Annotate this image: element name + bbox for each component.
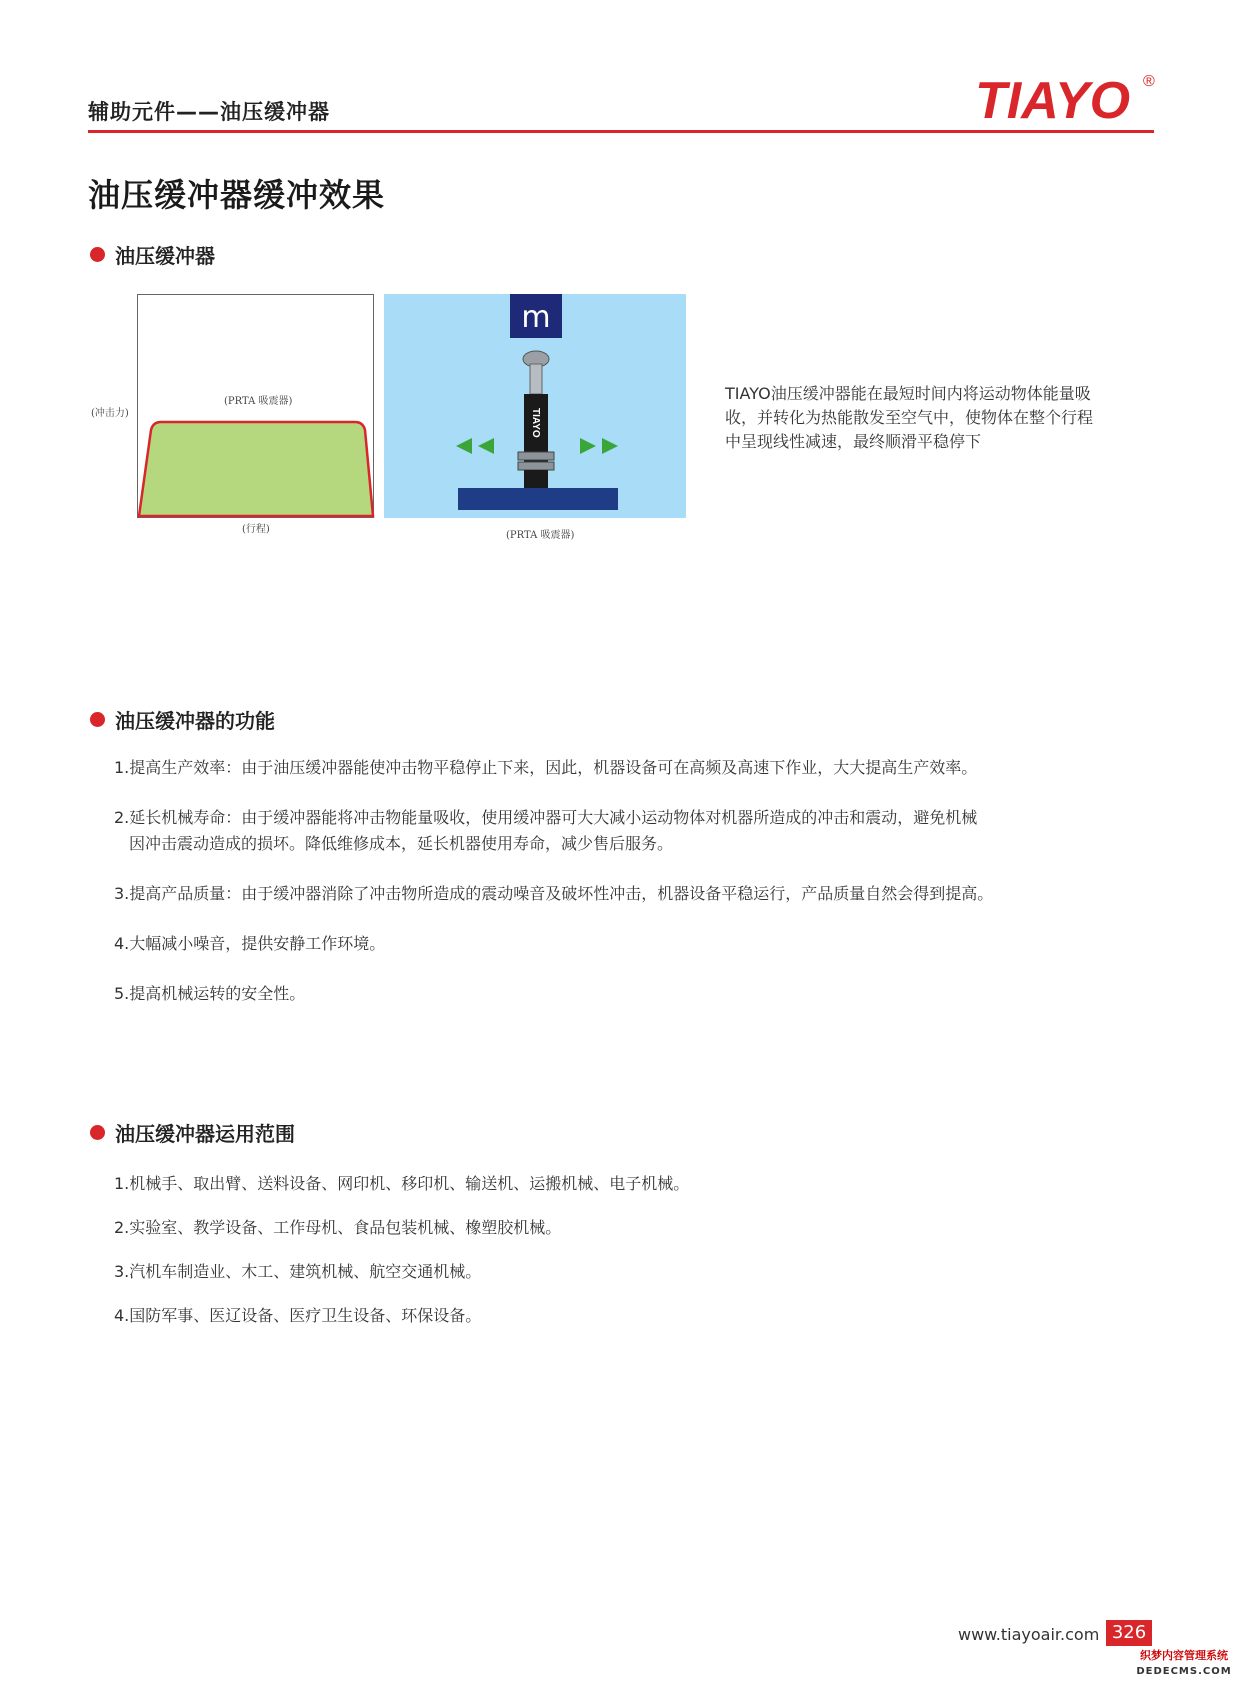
- footer-url[interactable]: www.tiayoair.com: [958, 1625, 1100, 1644]
- nut-lower: [518, 462, 554, 470]
- piston-rod: [530, 364, 542, 394]
- graph-curve-label: (PRTA 吸震器): [224, 396, 293, 407]
- device-brand-text: TIAYO: [530, 408, 541, 438]
- watermark: [1128, 1648, 1240, 1683]
- header-title: 辅助元件——油压缓冲器: [88, 100, 330, 124]
- header-divider: [88, 130, 1154, 133]
- section1-heading: 油压缓冲器: [115, 244, 215, 268]
- mass-label: m: [521, 300, 551, 335]
- logo-text: TIAYO: [975, 72, 1131, 128]
- function-item: 4.大幅减小噪音，提供安静工作环境。: [114, 934, 386, 953]
- section3-heading: 油压缓冲器运用范围: [115, 1122, 295, 1146]
- shock-absorber-illustration: [384, 294, 686, 518]
- application-item: 3.汽机车制造业、木工、建筑机械、航空交通机械。: [114, 1262, 482, 1281]
- section-heading-functions: [90, 705, 275, 734]
- nut-upper: [518, 452, 554, 460]
- force-stroke-graph: [137, 294, 377, 520]
- graph-curve-area: [139, 422, 373, 516]
- application-item: 2.实验室、教学设备、工作母机、食品包装机械、橡塑胶机械。: [114, 1218, 562, 1237]
- function-item: 5.提高机械运转的安全性。: [114, 984, 306, 1003]
- application-item: 1.机械手、取出臂、送料设备、网印机、移印机、输送机、运搬机械、电子机械。: [114, 1174, 690, 1193]
- page-title: 油压缓冲器缓冲效果: [88, 176, 386, 214]
- page-number: 326: [1106, 1620, 1152, 1646]
- bullet-icon: [90, 247, 105, 262]
- graph-x-label: (行程): [242, 524, 270, 535]
- registered-mark: ®: [1143, 73, 1155, 90]
- function-item: 3.提高产品质量：由于缓冲器消除了冲击物所造成的震动噪音及破坏性冲击，机器设备平稳运行，产品质量自然会得到提高。: [114, 884, 994, 903]
- bullet-icon: [90, 1125, 105, 1140]
- section-heading-applications: [90, 1118, 295, 1147]
- section2-heading: 油压缓冲器的功能: [115, 709, 275, 733]
- buffer-description: TIAYO油压缓冲器能在最短时间内将运动物体能量吸收，并转化为热能散发至空气中，使物体在整个行程中呈现线性减速，最终顺滑平稳停下: [725, 384, 1094, 451]
- section-heading-buffer: [90, 240, 215, 269]
- watermark-line2: DEDECMS.COM: [1136, 1666, 1232, 1677]
- base-plate: [458, 488, 618, 510]
- graph-y-label: (冲击力): [91, 408, 129, 419]
- watermark-line1: 织梦内容管理系统: [1140, 1649, 1228, 1662]
- bullet-icon: [90, 712, 105, 727]
- tiayo-logo: [975, 66, 1165, 128]
- function-item: 1.提高生产效率：由于油压缓冲器能使冲击物平稳停止下来，因此，机器设备可在高频及高速下作业，大大提高生产效率。: [114, 758, 978, 777]
- application-item: 4.国防军事、医辽设备、医疗卫生设备、环保设备。: [114, 1306, 482, 1325]
- function-item: 2.延长机械寿命：由于缓冲器能将冲击物能量吸收，使用缓冲器可大大减小运动物体对机器所造成的冲击和震动，避免机械 因冲击震动造成的损坏。降低维修成本，延长机器使用寿命，减少售后服务。: [114, 808, 978, 853]
- absorber-thread: [524, 470, 548, 490]
- illustration-caption: (PRTA 吸震器): [506, 530, 575, 541]
